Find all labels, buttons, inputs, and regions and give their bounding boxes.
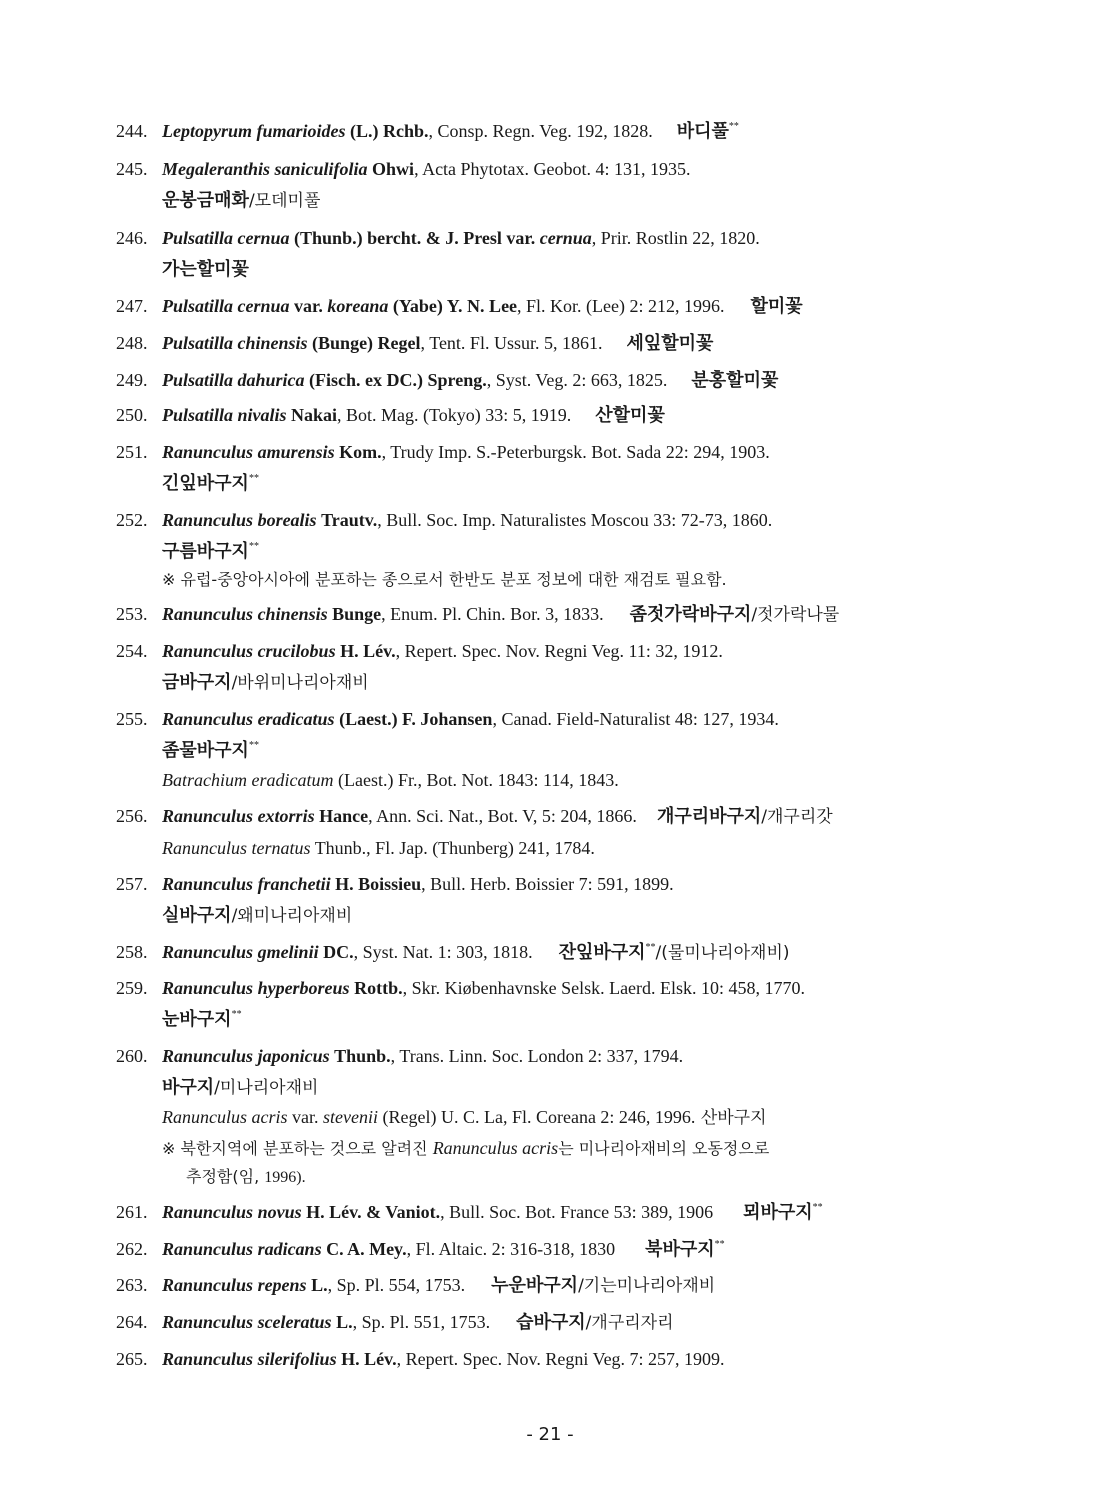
author: DC. — [323, 942, 354, 962]
author: Trautv. — [321, 510, 378, 530]
synonym-rest: (Regel) U. C. La, Fl. Coreana 2: 246, 1996. — [377, 1107, 696, 1127]
alt-name: /미나리아재비 — [214, 1078, 319, 1098]
genus: Ranunculus — [162, 1349, 254, 1369]
infraspecies: koreana — [327, 296, 389, 316]
korean-name: 분홍할미꽃 — [691, 370, 779, 391]
entry-number: 244. — [116, 121, 148, 141]
synonym-rank: var. — [287, 1107, 323, 1127]
species: amurensis — [257, 442, 335, 462]
entry-number: 254. — [116, 641, 148, 661]
korean-name: 누운바구지 — [491, 1275, 579, 1296]
author: H. Lév. — [341, 1349, 397, 1369]
publication: , Sp. Pl. 554, 1753. — [327, 1275, 466, 1295]
note-part-b: 는 미나리아재비의 오동정으로 — [558, 1139, 770, 1158]
author: (L.) Rchb. — [350, 121, 429, 141]
genus: Ranunculus — [162, 806, 254, 826]
genus: Ranunculus — [162, 442, 254, 462]
korean-name: 좀젓가락바구지 — [629, 604, 752, 625]
genus: Ranunculus — [162, 510, 254, 530]
publication: , Repert. Spec. Nov. Regni Veg. 11: 32, 1912. — [395, 641, 723, 661]
entry-number: 251. — [116, 442, 148, 462]
author: (Fisch. ex DC.) Spreng. — [309, 370, 487, 390]
species: extorris — [257, 806, 315, 826]
species: dahurica — [237, 370, 305, 390]
alt-name: /(물미나리아재비) — [655, 943, 790, 963]
species: fumarioides — [256, 121, 346, 141]
publication: , Syst. Nat. 1: 303, 1818. — [353, 942, 533, 962]
genus: Pulsatilla — [162, 296, 234, 316]
entry-number: 252. — [116, 510, 148, 530]
genus: Ranunculus — [162, 604, 254, 624]
genus: Ranunculus — [162, 1202, 254, 1222]
note-part-a: ※ 북한지역에 분포하는 것으로 알려진 — [162, 1139, 433, 1158]
note-part-c: 추정함(임, — [186, 1167, 265, 1186]
korean-name: 금바구지 — [162, 672, 232, 693]
alt-name: /개구리갓 — [761, 807, 833, 827]
species: novus — [257, 1202, 302, 1222]
publication: , Prir. Rostlin 22, 1820. — [591, 228, 760, 248]
publication: , Syst. Veg. 2: 663, 1825. — [486, 370, 668, 390]
species: eradicatus — [257, 709, 335, 729]
synonym-genus: Ranunculus — [162, 1107, 247, 1127]
synonym-rest: (Laest.) Fr., Bot. Not. 1843: 114, 1843. — [333, 770, 619, 790]
entry-number: 257. — [116, 874, 148, 894]
entry-number: 263. — [116, 1275, 148, 1295]
species: chinensis — [237, 333, 308, 353]
genus: Pulsatilla — [162, 370, 234, 390]
synonym-species: ternatus — [251, 838, 311, 858]
species: radicans — [257, 1239, 322, 1259]
marker: ** — [645, 942, 656, 953]
korean-name: 습바구지 — [516, 1312, 586, 1333]
author: Thunb. — [334, 1046, 391, 1066]
species: silerifolius — [257, 1349, 337, 1369]
author: (Thunb.) bercht. & J. Presl — [294, 228, 502, 248]
korean-name: 할미꽃 — [750, 296, 803, 317]
entry-number: 255. — [116, 709, 148, 729]
genus: Pulsatilla — [162, 405, 234, 425]
author: (Yabe) Y. N. Lee — [392, 296, 518, 316]
genus: Pulsatilla — [162, 228, 234, 248]
synonym-genus: Ranunculus — [162, 838, 247, 858]
genus: Megaleranthis — [162, 159, 271, 179]
species: cernua — [237, 228, 290, 248]
alt-name: /개구리자리 — [585, 1313, 674, 1333]
marker: ** — [248, 740, 259, 751]
korean-name: 산할미꽃 — [595, 405, 665, 426]
rank: var. — [506, 228, 536, 248]
entry-number: 264. — [116, 1312, 148, 1332]
page-number: - 21 - — [526, 1424, 574, 1445]
entry-number: 259. — [116, 978, 148, 998]
author: L. — [311, 1275, 328, 1295]
entry-number: 253. — [116, 604, 148, 624]
genus: Ranunculus — [162, 874, 254, 894]
publication: , Sp. Pl. 551, 1753. — [352, 1312, 491, 1332]
genus: Ranunculus — [162, 709, 254, 729]
species: sceleratus — [257, 1312, 332, 1332]
author: H. Boissieu — [335, 874, 422, 894]
species: crucilobus — [257, 641, 336, 661]
synonym-species: eradicatum — [251, 770, 334, 790]
species: cernua — [237, 296, 290, 316]
publication: , Skr. Kiøbenhavnske Selsk. Laerd. Elsk. 10: 458, 1770. — [402, 978, 806, 998]
alt-name: /왜미나리아재비 — [231, 906, 353, 926]
species: hyperboreus — [257, 978, 350, 998]
species: nivalis — [237, 405, 287, 425]
publication: , Ann. Sci. Nat., Bot. V, 5: 204, 1866. — [368, 806, 637, 826]
note-latin: Ranunculus acris — [432, 1138, 559, 1158]
genus: Leptopyrum — [162, 121, 252, 141]
species: saniculifolia — [274, 159, 368, 179]
marker: ** — [248, 473, 259, 484]
rank: var. — [294, 296, 323, 316]
publication: , Trudy Imp. S.-Peterburgsk. Bot. Sada 22: 294, 1903. — [381, 442, 770, 462]
author: Rottb. — [354, 978, 403, 998]
marker: ** — [248, 541, 259, 552]
korean-name: 잔잎바구지 — [558, 942, 646, 963]
entry-number: 261. — [116, 1202, 148, 1222]
species: repens — [257, 1275, 307, 1295]
marker: ** — [714, 1239, 725, 1250]
korean-name: 긴잎바구지 — [162, 473, 249, 494]
publication: , Consp. Regn. Veg. 192, 1828. — [428, 121, 653, 141]
korean-name: 눈바구지 — [162, 1009, 232, 1030]
publication: , Bull. Soc. Bot. France 53: 389, 1906 — [440, 1202, 714, 1222]
korean-name: 가는할미꽃 — [162, 259, 249, 280]
korean-name: 좀물바구지 — [162, 740, 249, 761]
author: H. Lév. — [340, 641, 396, 661]
korean-name: 운봉금매화 — [162, 190, 249, 211]
synonym-genus: Batrachium — [162, 770, 247, 790]
entry-number: 246. — [116, 228, 148, 248]
entry-number: 250. — [116, 405, 148, 425]
publication: , Trans. Linn. Soc. London 2: 337, 1794. — [390, 1046, 684, 1066]
genus: Ranunculus — [162, 978, 254, 998]
author: Kom. — [339, 442, 382, 462]
korean-name: 바디풀 — [676, 121, 729, 142]
entry-number: 265. — [116, 1349, 148, 1369]
entry-number: 245. — [116, 159, 148, 179]
author: (Laest.) F. Johansen — [339, 709, 493, 729]
author: Hance — [319, 806, 369, 826]
entry-number: 247. — [116, 296, 148, 316]
korean-name: 구름바구지 — [162, 541, 249, 562]
marker: ** — [728, 121, 739, 132]
author: L. — [336, 1312, 353, 1332]
genus: Ranunculus — [162, 1239, 254, 1259]
species: borealis — [257, 510, 317, 530]
author: (Bunge) Regel — [312, 333, 421, 353]
note-part-d: 1996). — [264, 1169, 306, 1186]
entry-number: 262. — [116, 1239, 148, 1259]
entry-number: 258. — [116, 942, 148, 962]
alt-name: /기는미나리아재비 — [578, 1276, 716, 1296]
publication: , Canad. Field-Naturalist 48: 127, 1934. — [492, 709, 779, 729]
alt-name: /젓가락나물 — [751, 605, 840, 625]
genus: Ranunculus — [162, 942, 254, 962]
species: franchetii — [257, 874, 331, 894]
genus: Pulsatilla — [162, 333, 234, 353]
species: japonicus — [257, 1046, 330, 1066]
species: gmelinii — [257, 942, 319, 962]
species: chinensis — [257, 604, 328, 624]
note: ※ 유럽-중앙아시아에 분포하는 종으로서 한반도 분포 정보에 대한 재검토 필요함. — [162, 570, 727, 589]
publication: , Enum. Pl. Chin. Bor. 3, 1833. — [381, 604, 604, 624]
entry-number: 260. — [116, 1046, 148, 1066]
genus: Ranunculus — [162, 1312, 254, 1332]
korean-name: 실바구지 — [162, 905, 232, 926]
korean-name: 바구지 — [162, 1077, 215, 1098]
author: Nakai — [291, 405, 338, 425]
publication: , Bull. Soc. Imp. Naturalistes Moscou 33: 72-73, 1860. — [377, 510, 773, 530]
korean-name: 개구리바구지 — [656, 806, 762, 827]
publication: , Fl. Altaic. 2: 316-318, 1830 — [406, 1239, 616, 1259]
korean-name: 뫼바구지 — [743, 1202, 813, 1223]
publication: , Repert. Spec. Nov. Regni Veg. 7: 257, 1909. — [396, 1349, 725, 1369]
genus: Ranunculus — [162, 1046, 254, 1066]
synonym-korean-name: 산바구지 — [695, 1108, 767, 1128]
author: H. Lév. & Vaniot. — [306, 1202, 441, 1222]
publication: , Bot. Mag. (Tokyo) 33: 5, 1919. — [337, 405, 572, 425]
synonym-rest: Thunb., Fl. Jap. (Thunberg) 241, 1784. — [310, 838, 595, 858]
marker: ** — [231, 1009, 242, 1020]
genus: Ranunculus — [162, 1275, 254, 1295]
publication: , Acta Phytotax. Geobot. 4: 131, 1935. — [414, 159, 691, 179]
genus: Ranunculus — [162, 641, 254, 661]
synonym-species: acris — [251, 1107, 288, 1127]
entry-number: 248. — [116, 333, 148, 353]
author: C. A. Mey. — [326, 1239, 407, 1259]
entry-number: 249. — [116, 370, 148, 390]
korean-name: 세잎할미꽃 — [626, 333, 714, 354]
alt-name: /바위미나리아재비 — [231, 673, 369, 693]
marker: ** — [812, 1202, 823, 1213]
synonym-infraspecies: stevenii — [323, 1107, 378, 1127]
author: Bunge — [332, 604, 382, 624]
publication: , Fl. Kor. (Lee) 2: 212, 1996. — [517, 296, 725, 316]
publication: , Tent. Fl. Ussur. 5, 1861. — [420, 333, 603, 353]
entry-number: 256. — [116, 806, 148, 826]
publication: , Bull. Herb. Boissier 7: 591, 1899. — [421, 874, 674, 894]
author: Ohwi — [372, 159, 415, 179]
infraspecies: cernua — [539, 228, 592, 248]
alt-name: /모데미풀 — [248, 191, 321, 211]
korean-name: 북바구지 — [645, 1239, 715, 1260]
